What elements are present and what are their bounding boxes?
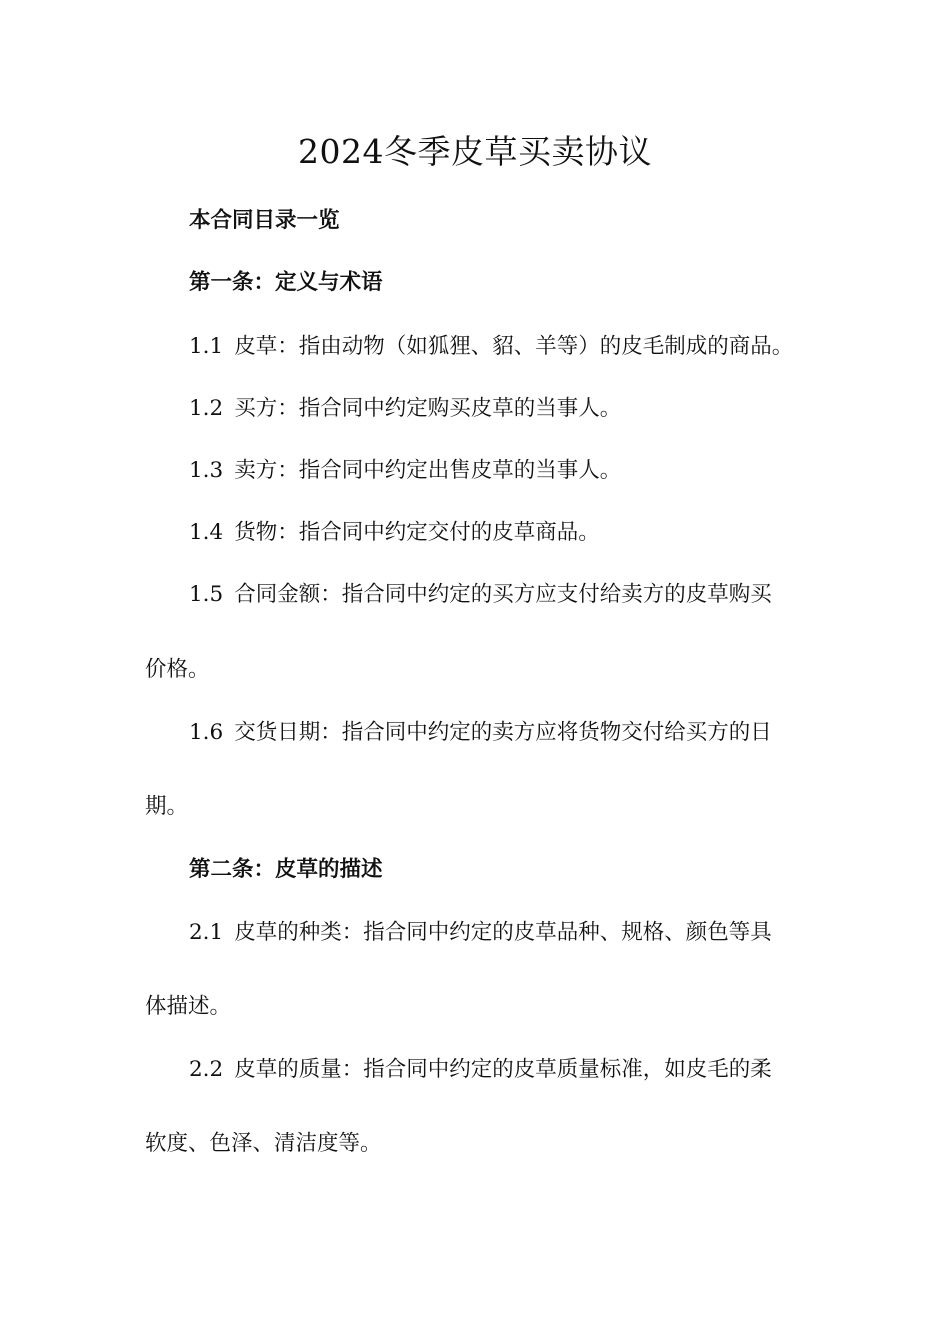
clause-2-2-continuation: 软度、色泽、清洁度等。 [145, 1131, 382, 1156]
clause-text: 交货日期：指合同中约定的卖方应将货物交付给买方的日 [234, 720, 772, 745]
clause-number: 1.5 [189, 582, 224, 607]
clause-text: 皮草的种类：指合同中约定的皮草品种、规格、颜色等具 [234, 920, 772, 945]
clause-number: 1.6 [189, 720, 224, 745]
clause-text: 皮草：指由动物（如狐狸、貂、羊等）的皮毛制成的商品。 [234, 334, 794, 359]
clause-1-2 [189, 394, 859, 424]
clause-number: 1.2 [189, 396, 224, 421]
clause-2-2 [189, 1055, 859, 1085]
clause-1-4 [189, 518, 859, 548]
clause-number: 1.4 [189, 520, 224, 545]
clause-text: 合同金额：指合同中约定的买方应支付给卖方的皮草购买 [234, 582, 772, 607]
clause-2-1-continuation: 体描述。 [145, 994, 232, 1019]
clause-1-5 [189, 580, 859, 610]
toc-heading: 本合同目录一览 [189, 208, 340, 233]
clause-number: 2.2 [189, 1057, 224, 1082]
clause-number: 1.1 [189, 334, 224, 359]
clause-number: 1.3 [189, 458, 224, 483]
article-1-heading: 第一条：定义与术语 [189, 270, 383, 295]
clause-1-5-continuation: 价格。 [145, 657, 210, 682]
clause-number: 2.1 [189, 920, 224, 945]
clause-2-1 [189, 918, 859, 948]
clause-text: 皮草的质量：指合同中约定的皮草质量标准，如皮毛的柔 [234, 1057, 772, 1082]
clause-1-6-continuation: 期。 [145, 794, 189, 819]
clause-text: 货物：指合同中约定交付的皮草商品。 [234, 520, 600, 545]
clause-text: 买方：指合同中约定购买皮草的当事人。 [234, 396, 622, 421]
article-2-heading: 第二条：皮草的描述 [189, 857, 383, 882]
document-title: 2024冬季皮草买卖协议 [298, 132, 652, 171]
clause-1-1 [189, 332, 859, 362]
clause-1-3 [189, 456, 859, 486]
clause-text: 卖方：指合同中约定出售皮草的当事人。 [234, 458, 622, 483]
clause-1-6 [189, 718, 859, 748]
